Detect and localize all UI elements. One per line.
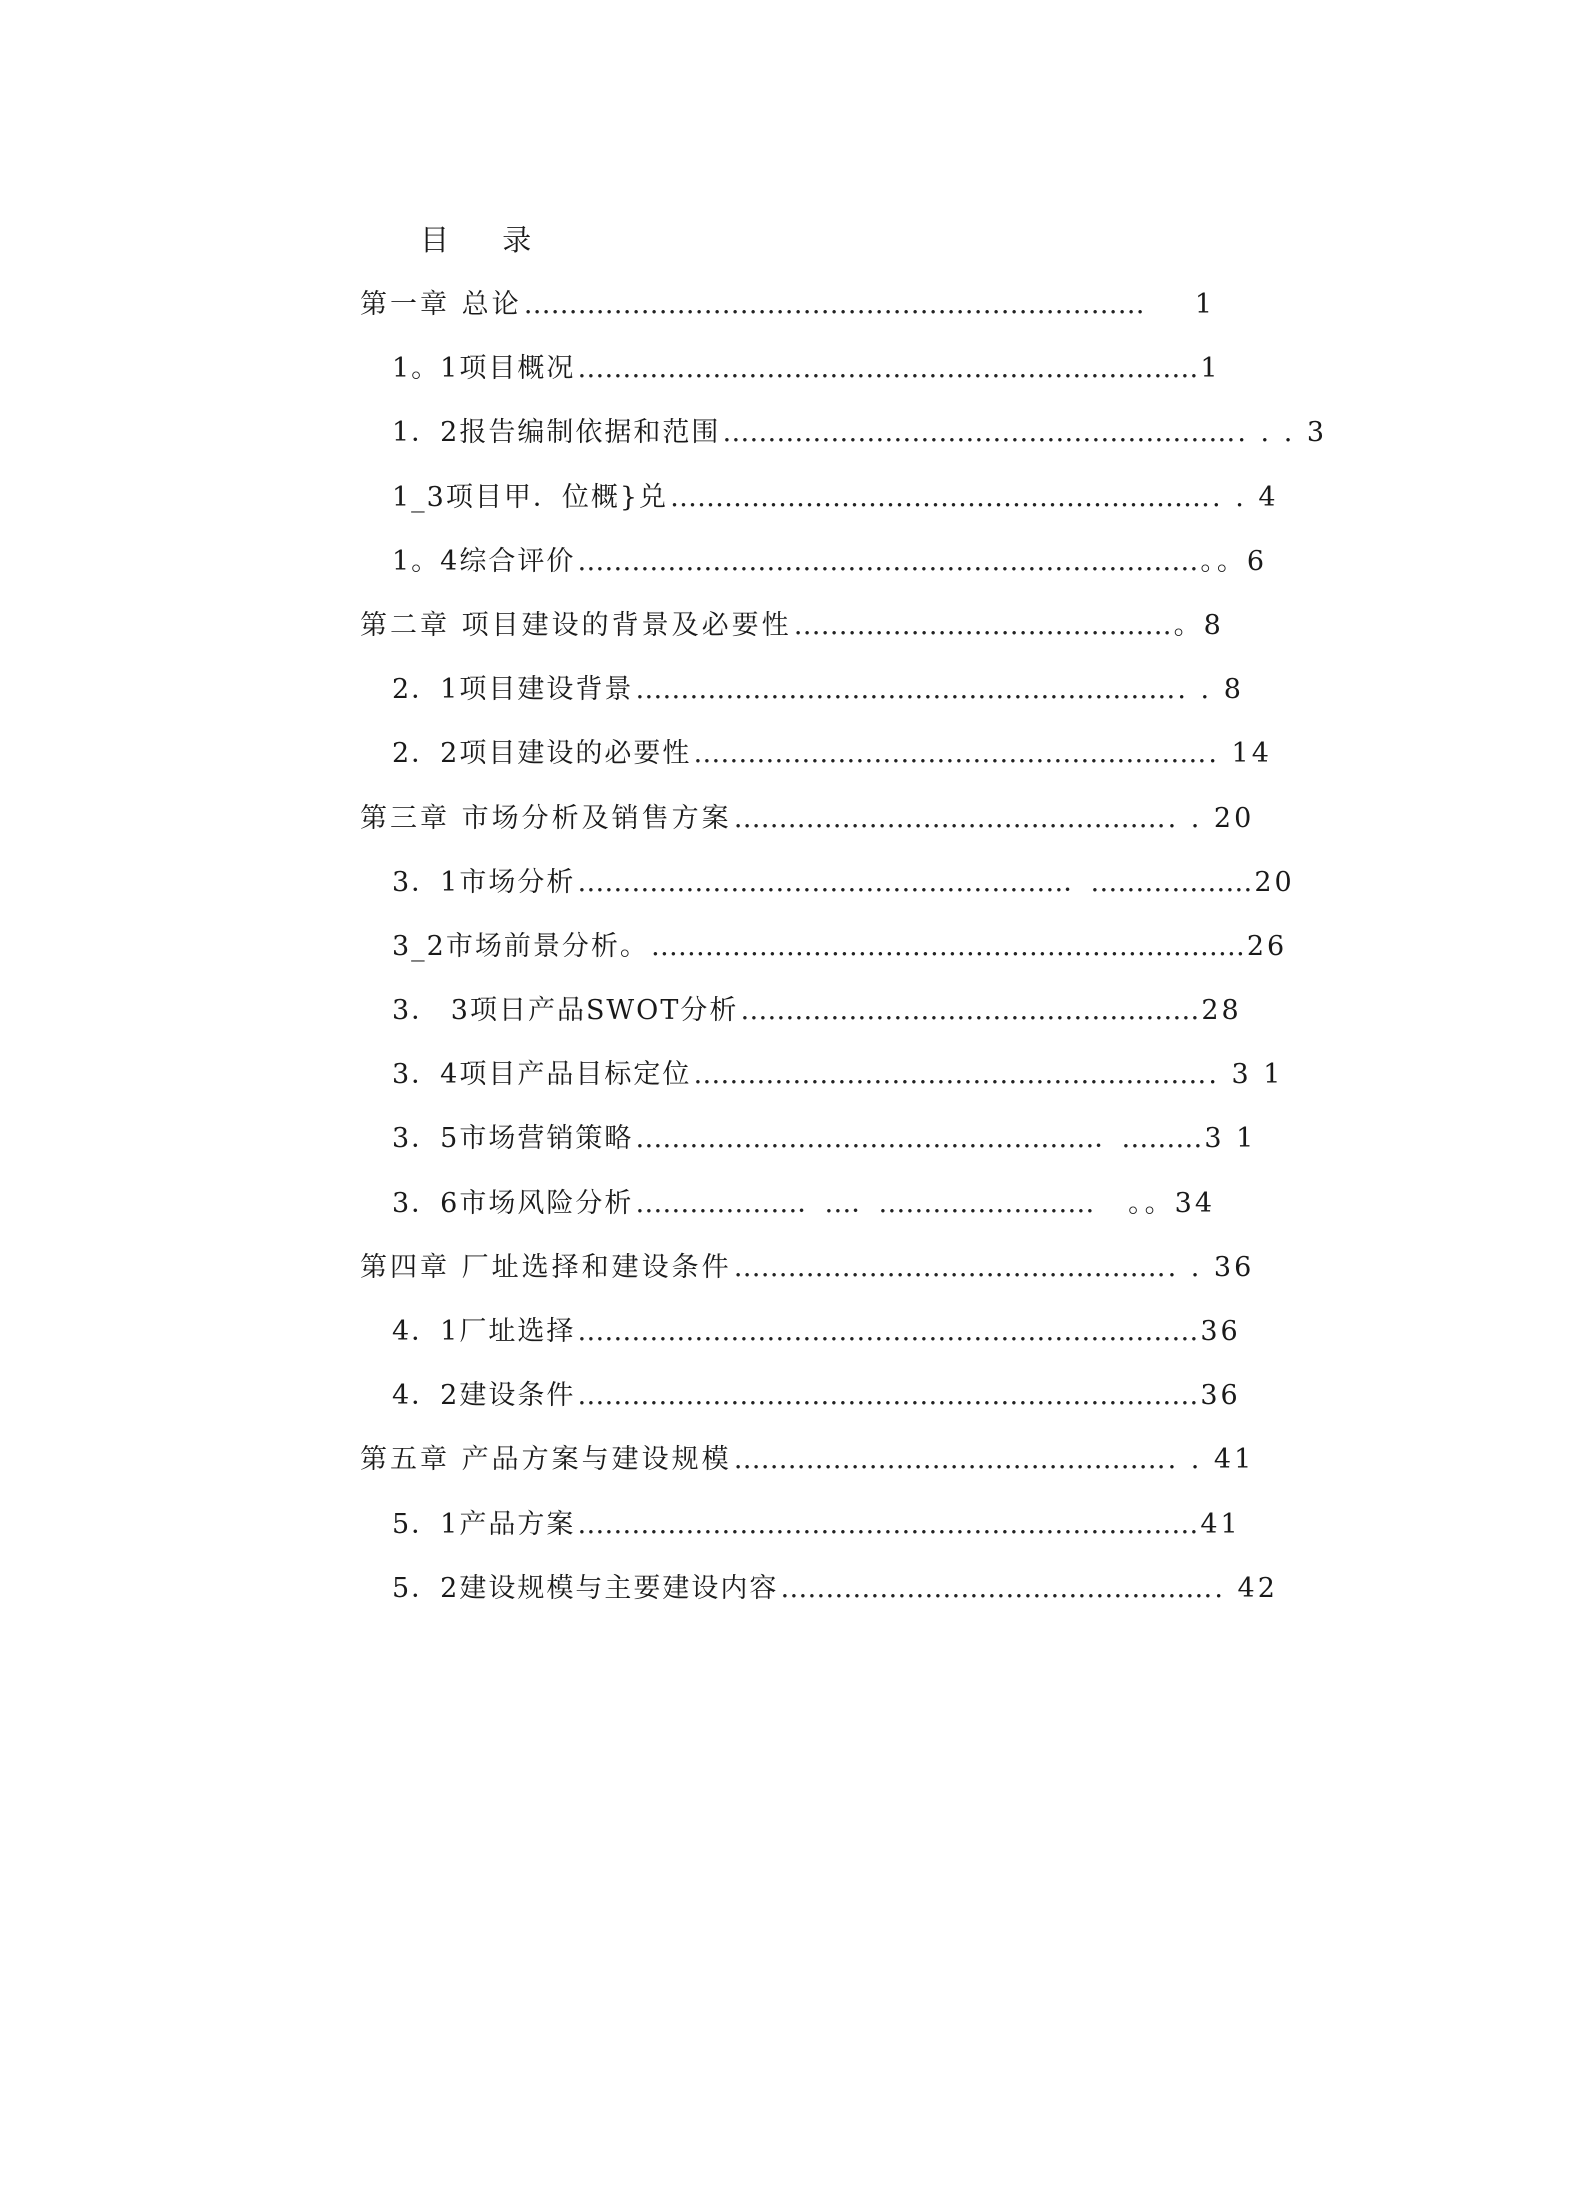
toc-entry-text: 第三章 市场分析及销售方案 (360, 802, 732, 834)
toc-dot-leader: …………………………………………………… (670, 481, 1211, 513)
toc-page-number: . . 20 (1167, 802, 1255, 834)
toc-entry-text: 第四章 厂址选择和建设条件 (360, 1251, 732, 1283)
toc-page-number: . . 4 (1212, 481, 1279, 513)
toc-entry-text: 3．4项目产品目标定位 (392, 1059, 692, 1091)
toc-dot-leader: ………………………………………………．……………… (577, 866, 1253, 898)
toc-entry-section-4-1[interactable] (360, 1309, 1241, 1373)
toc-dot-leader: …………………………………………………………… (577, 545, 1199, 577)
toc-entry-text: 1。4综合评价 (392, 545, 576, 577)
toc-entry-section-3-4[interactable] (360, 1052, 1284, 1116)
toc-page-number: 26 (1246, 930, 1288, 962)
toc-page-number: 36 (1200, 1316, 1241, 1347)
toc-entry-section-1-1[interactable] (360, 346, 1221, 410)
toc-dot-leader: ………………………………………………… (693, 1059, 1207, 1091)
toc-entry-text: 1．2报告编制依据和范围 (392, 417, 721, 449)
toc-dot-leader: …………………………………………………………… (577, 1508, 1199, 1540)
toc-dot-leader: ………………………………………………… (722, 417, 1236, 449)
toc-entry-text: 1。1项目概况 (392, 353, 576, 385)
toc-page-number: 1 (1194, 289, 1215, 320)
toc-page-number: 36 (1200, 1380, 1241, 1412)
toc-entry-chapter-5[interactable] (360, 1437, 1255, 1501)
toc-entry-text: 2．2项目建设的必要性 (392, 738, 692, 770)
toc-entry-text: 第二章 项目建设的背景及必要性 (360, 609, 792, 641)
toc-entry-text: 5．2建设规模与主要建设内容 (392, 1572, 779, 1604)
toc-title: 目 录 (420, 223, 554, 257)
toc-page-number: 。。34 (1128, 1187, 1215, 1219)
toc-entry-section-2-2[interactable] (360, 731, 1272, 795)
toc-dot-leader: ………………………………………… (733, 1444, 1166, 1476)
toc-dot-leader: ………………………………………… (733, 802, 1166, 834)
toc-page-number: . . 36 (1167, 1251, 1255, 1283)
toc-entry-chapter-2[interactable] (360, 603, 1224, 667)
toc-dot-leader: …………………………………………………… (635, 674, 1176, 706)
toc-page-number: 1 (1200, 353, 1221, 385)
toc-entry-text: 2．1项目建设背景 (392, 674, 634, 706)
toc-page-number: . . 8 (1177, 674, 1244, 706)
toc-dot-leader: …………………………………………………………… (577, 1316, 1199, 1347)
toc-page-number: 。8 (1173, 609, 1224, 641)
toc-page-number: 3 1 (1204, 1123, 1257, 1155)
toc-entry-section-4-2[interactable] (360, 1373, 1241, 1437)
toc-entry-section-3-2[interactable] (360, 924, 1288, 988)
toc-page-number: 41 (1200, 1508, 1241, 1540)
toc-entry-section-1-2[interactable] (360, 410, 1328, 474)
toc-entry-section-3-3[interactable] (360, 988, 1242, 1052)
toc-entry-text: 3． 3项日产品SWOT分析 (392, 995, 739, 1027)
toc-entry-section-3-1[interactable] (360, 860, 1295, 924)
table-of-contents (360, 282, 1328, 1630)
toc-entry-section-3-6[interactable] (360, 1181, 1215, 1245)
toc-entry-section-5-2[interactable] (360, 1566, 1278, 1630)
toc-entry-text: 3_2市场前景分析。 (392, 930, 649, 962)
toc-page-number: 。。6 (1200, 545, 1268, 577)
toc-dot-leader: ………………………………………………… (693, 738, 1207, 770)
toc-page-number: 28 (1201, 995, 1242, 1027)
toc-dot-leader: …………………………………………………………… (577, 353, 1199, 385)
toc-dot-leader: …………………………………………………………… (577, 1380, 1199, 1412)
toc-entry-section-3-5[interactable] (360, 1116, 1257, 1180)
toc-page-number: 20 (1254, 866, 1295, 898)
toc-entry-section-1-3[interactable] (360, 475, 1279, 539)
toc-page-number: . . . 3 (1237, 417, 1328, 449)
toc-entry-chapter-1[interactable] (360, 282, 1215, 346)
toc-entry-text: 3．6市场风险分析 (392, 1187, 634, 1219)
toc-dot-leader: ……………………………………………．……… (635, 1123, 1203, 1155)
toc-dot-leader: …………………………………… (793, 609, 1172, 641)
toc-entry-chapter-4[interactable] (360, 1245, 1255, 1309)
toc-entry-text: 4．2建设条件 (392, 1380, 576, 1412)
toc-entry-chapter-3[interactable] (360, 796, 1255, 860)
toc-entry-section-5-1[interactable] (360, 1502, 1241, 1566)
toc-dot-leader: ………………．…．…………………… (635, 1187, 1095, 1219)
toc-entry-text: 第五章 产品方案与建设规模 (360, 1444, 732, 1476)
toc-entry-text: 5．1产品方案 (392, 1508, 576, 1540)
toc-page-number: . 14 (1208, 738, 1272, 770)
toc-entry-text: 1_3项目甲．位概}兑 (392, 481, 669, 513)
toc-entry-text: 3．1市场分析 (392, 866, 576, 898)
toc-entry-section-2-1[interactable] (360, 667, 1244, 731)
toc-dot-leader: ………………………………………… (733, 1251, 1166, 1283)
toc-entry-text: 4．1厂址选择 (392, 1316, 576, 1347)
toc-page-number: . . 41 (1167, 1444, 1255, 1476)
toc-dot-leader: …………………………………………………………… (523, 289, 1145, 320)
toc-entry-text: 3．5市场营销策略 (392, 1123, 634, 1155)
toc-dot-leader: …………………………………………… (740, 995, 1200, 1027)
toc-entry-text: 第一章 总论 (360, 289, 522, 320)
toc-dot-leader: ………………………………………… (780, 1572, 1213, 1604)
toc-dot-leader: ………………………………………………………… (650, 930, 1245, 962)
toc-entry-section-1-4[interactable] (360, 539, 1268, 603)
toc-page-number: . 3 1 (1208, 1059, 1284, 1091)
toc-page-number: . 42 (1214, 1572, 1278, 1604)
